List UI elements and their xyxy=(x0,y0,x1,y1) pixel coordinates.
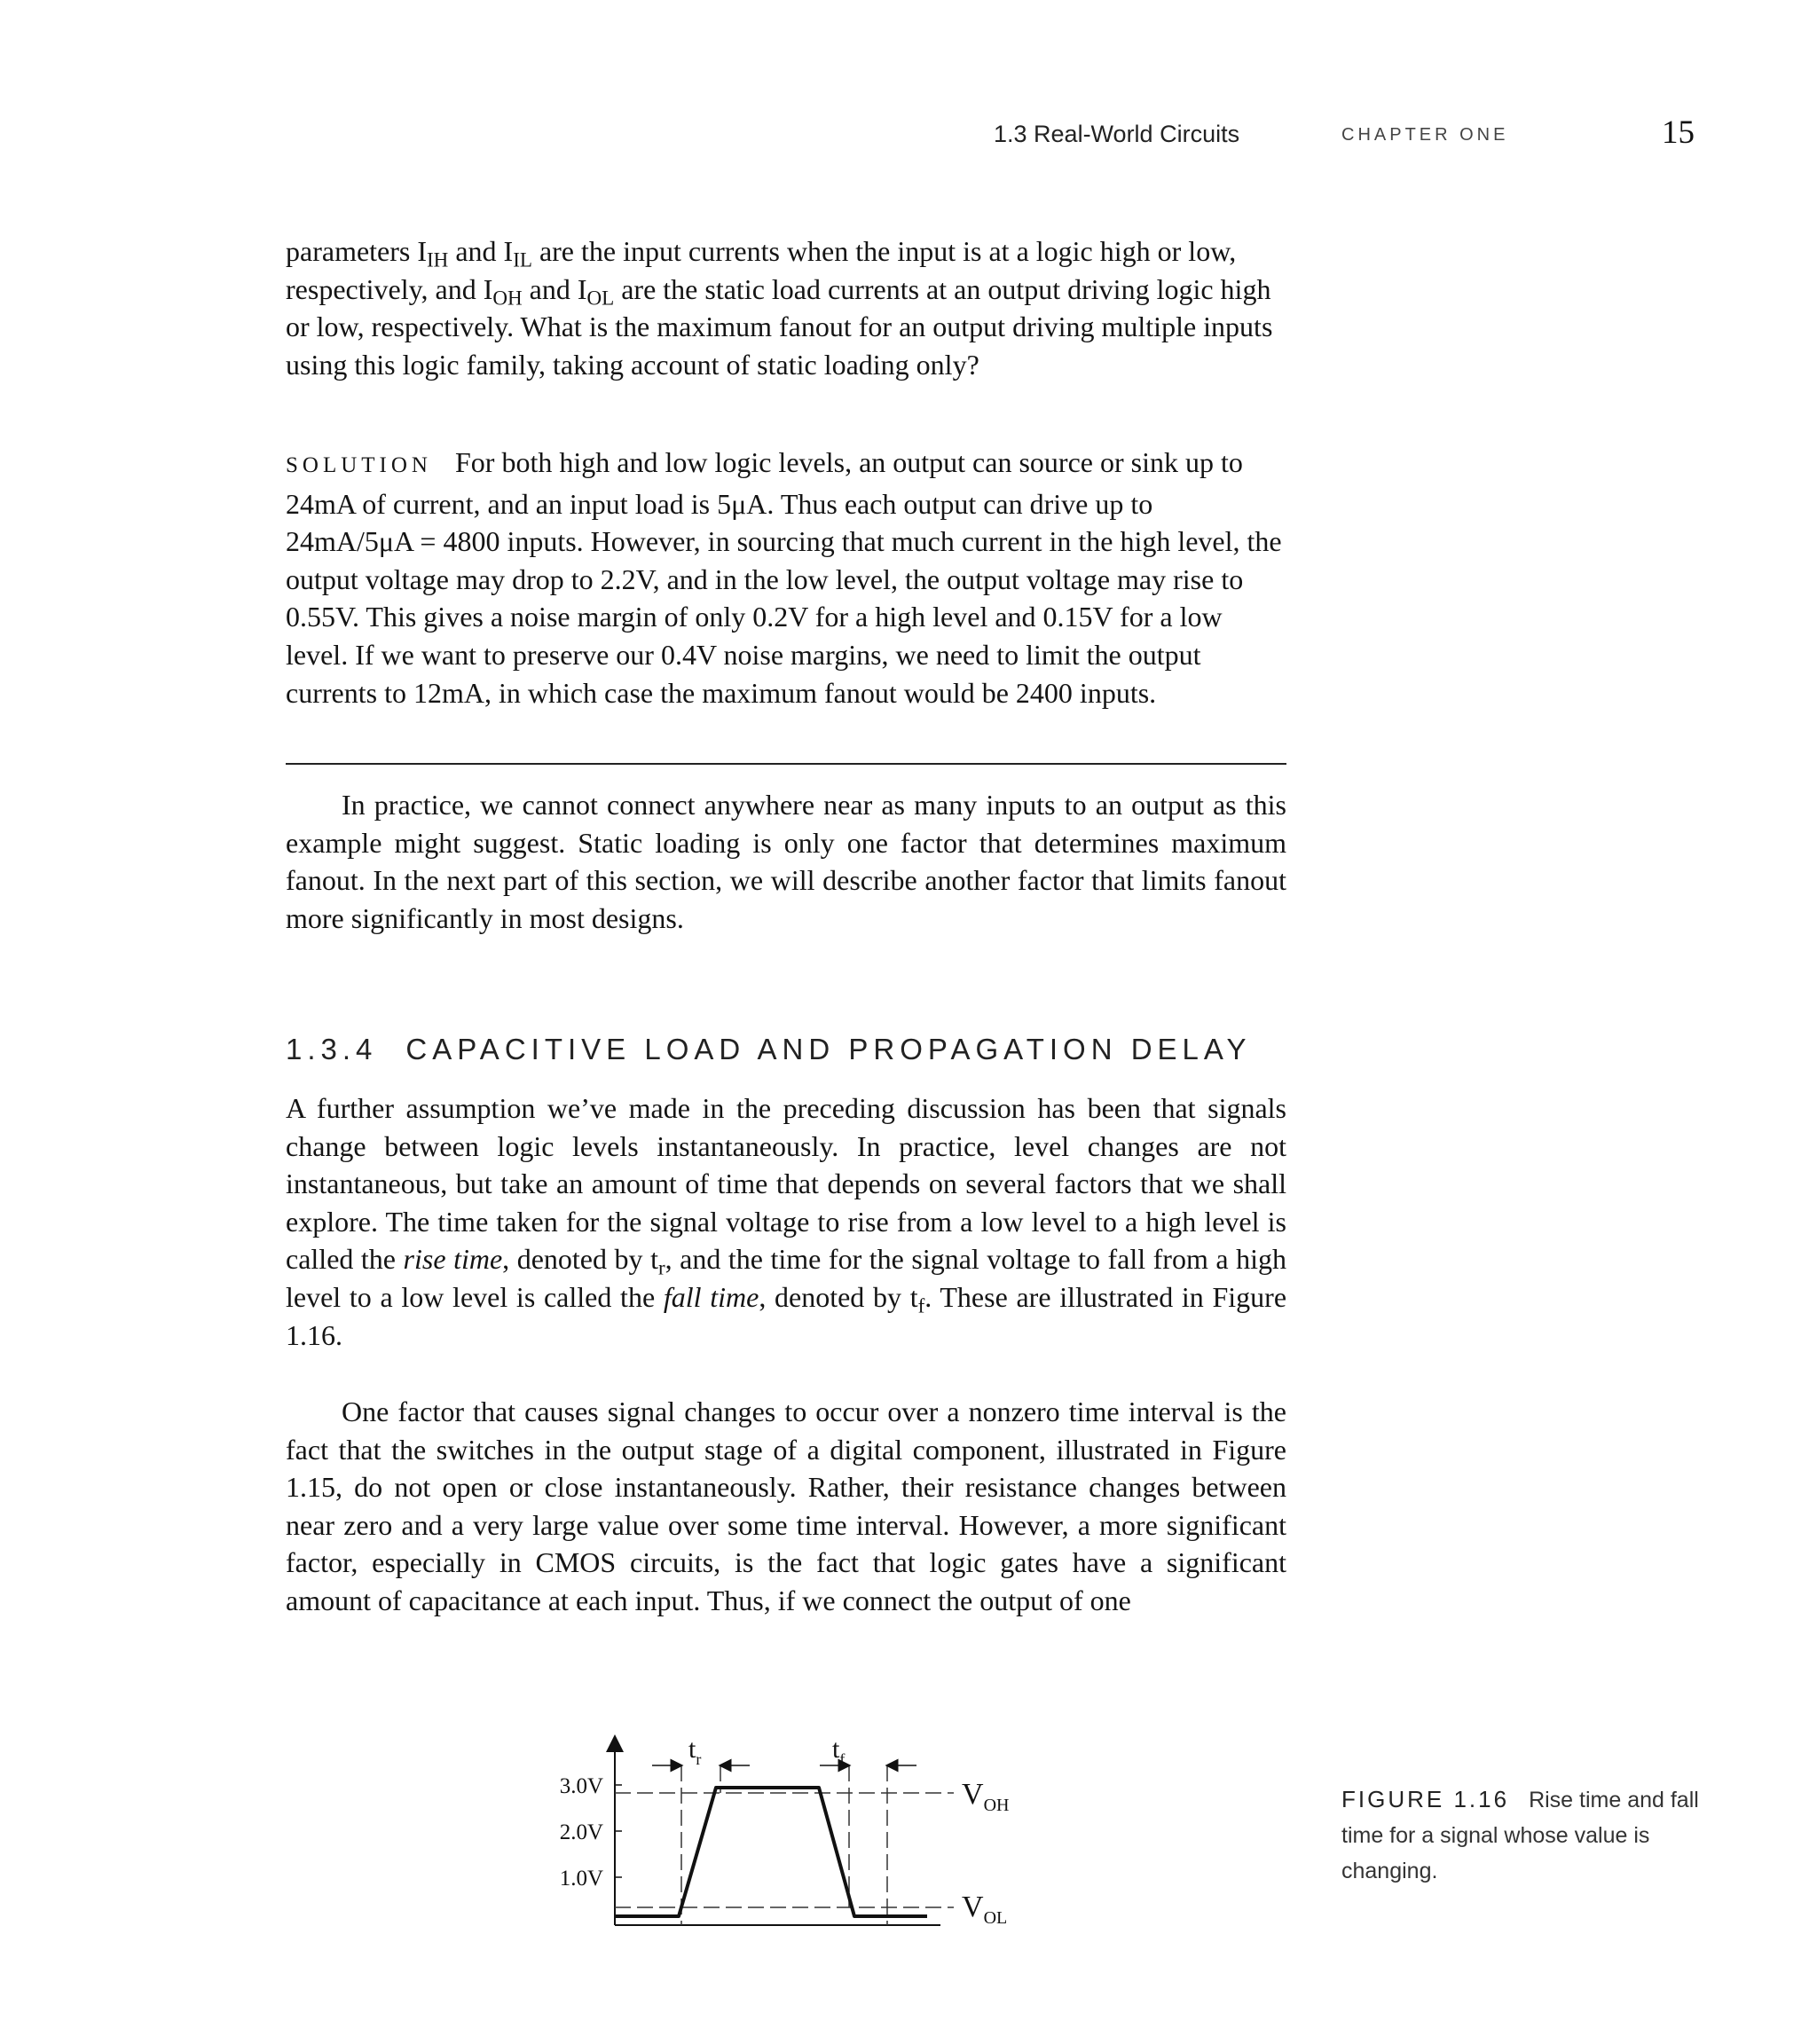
solution-text: For both high and low logic levels, an output can source or sink up to 24mA of current, and an input load is 5μA. Thus each output can drive up to 24mA/5μA = 4800 inputs. However, in sourcing that much current in the high level, the output voltage may drop to 2.2V, and in the low level, the output voltage may rise to 0.55V. This gives a noise margin of only 0.2V for a high level and 0.15V for a low level. If we want to preserve our 0.4V noise margins, we need to limit the output currents to 12mA, in which case the maximum fanout would be 2400 inputs. xyxy=(286,446,1282,709)
example-solution xyxy=(286,444,1286,711)
running-head-chapter: CHAPTER ONE xyxy=(1341,125,1509,145)
term-fall-time: fall time xyxy=(663,1280,759,1313)
tf-label: $t_f$ xyxy=(832,1734,846,1768)
example-problem-text: parameters $I_{IH}$ and $I_{IL}$ are the input currents when the input is at a logic high or low, respectively, and $I_{OH}$ and $I_{OL}$ are the static load currents at an output driving logic high or low, respectively. What is the maximum fanout for an output driving multiple inputs using this logic family, taking account of static loading only? xyxy=(286,235,1273,381)
signal-waveform xyxy=(615,1788,927,1916)
paragraph-capacitive-load: A further assumption we’ve made in the preceding discussion has been that signals change between logic levels instantaneously. In practice, level changes are not instantaneous, but take an amount of time that depends on several factors that we shall explore. The time taken for the signal voltage to rise from a low level to a high level is called the rise time, denoted by $t_r$, and the time for the signal voltage to fall from a high level to a low level is called the fall time, denoted by $t_f$. These are illustrated in Figure 1.16. xyxy=(286,1092,1287,1351)
term-rise-time: rise time xyxy=(403,1243,503,1276)
solution-label: SOLUTION xyxy=(286,453,432,477)
vol-label: $V_{OL}$ xyxy=(962,1891,1008,1928)
paragraph-nonzero-time: One factor that causes signal changes to occur over a nonzero time interval is the fact that the switches in the output stage of a digital component, illustrated in Figure 1.15, do not open or close instantaneously. Rather, their resistance changes between near zero and a very large value over some time interval. However, a more significant factor, especially in CMOS circuits, is the fact that logic gates have a significant amount of capacitance at each input. Thus, if we connect the output of one xyxy=(286,1395,1286,1616)
running-head-section: 1.3 Real-World Circuits xyxy=(994,121,1240,147)
running-head xyxy=(994,114,1695,158)
figure-caption-label: FIGURE 1.16 xyxy=(1341,1786,1510,1812)
y-tick-label: 3.0V xyxy=(559,1774,603,1798)
page-number: 15 xyxy=(1662,114,1695,151)
paragraph-practice: In practice, we cannot connect anywhere near as many inputs to an output as this example might suggest. Static loading is only one factor that determines maximum fanout. In the next part of this section, we will describe another factor that limits fanout more significantly in most designs. xyxy=(286,789,1286,934)
y-tick-label: 2.0V xyxy=(559,1820,603,1844)
section-number: 1.3.4 xyxy=(286,1033,378,1065)
tr-label: $t_r$ xyxy=(688,1734,702,1768)
voh-label: $V_{OH}$ xyxy=(962,1778,1010,1815)
figure-caption-text: Rise time and fall time for a signal whose value is changing. xyxy=(1341,1788,1699,1883)
y-tick-label: 1.0V xyxy=(559,1867,603,1891)
example-end-rule xyxy=(286,763,1286,765)
figure-caption xyxy=(1341,1781,1714,1889)
section-title: CAPACITIVE LOAD AND PROPAGATION DELAY xyxy=(405,1033,1252,1065)
section-heading xyxy=(286,1033,1251,1066)
figure-rise-fall-time xyxy=(532,1726,1038,1947)
